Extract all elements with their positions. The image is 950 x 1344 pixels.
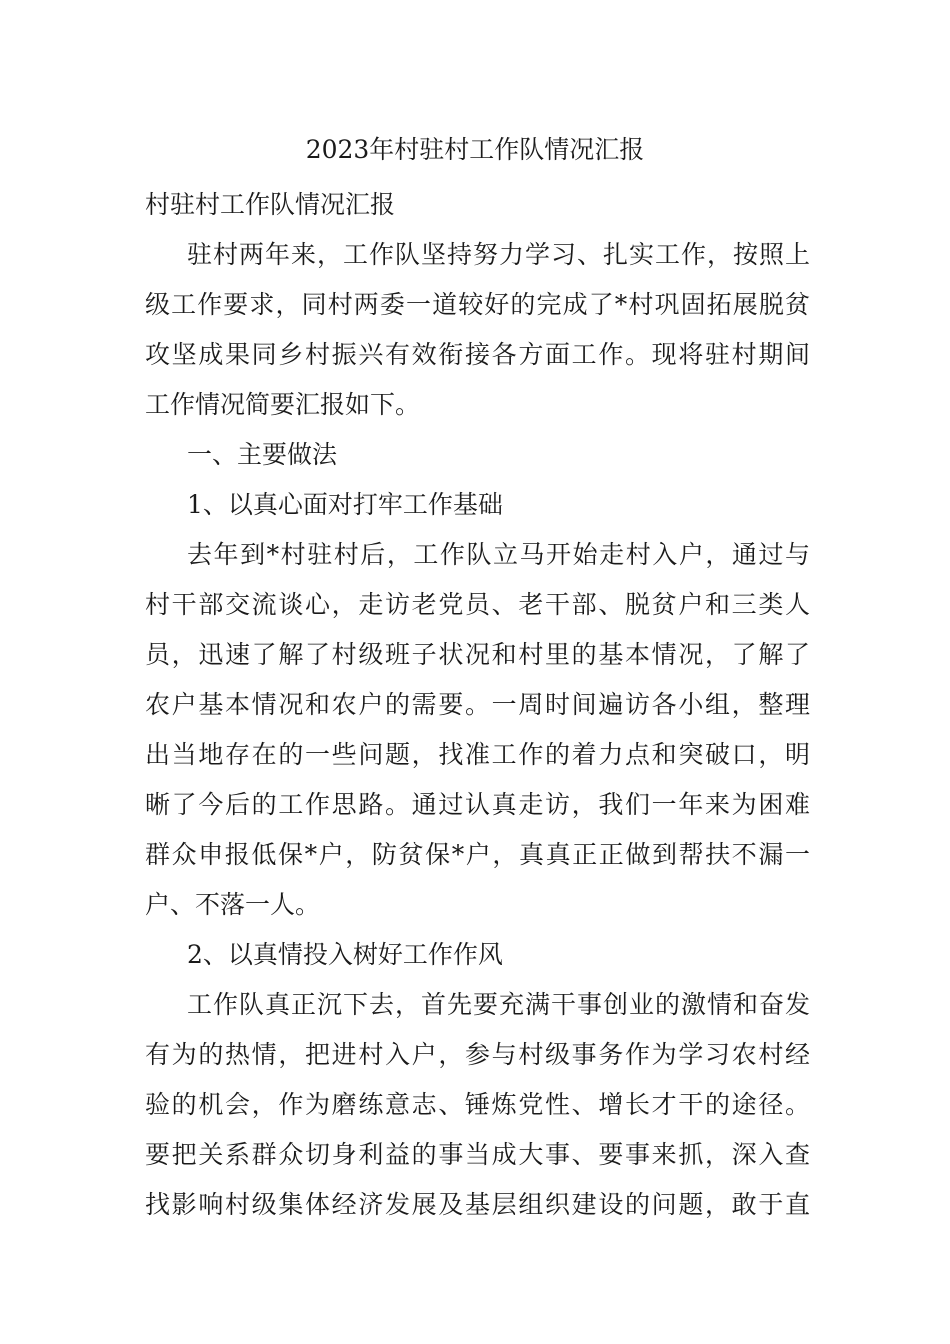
document-title: 2023年村驻村工作队情况汇报 [305, 135, 645, 164]
paragraph-line: 有为的热情，把进村入户，参与村级事务作为学习农村经 [145, 1040, 810, 1069]
paragraph-line: 攻坚成果同乡村振兴有效衔接各方面工作。现将驻村期间 [145, 340, 810, 369]
paragraph-line: 员，迅速了解了村级班子状况和村里的基本情况，了解了 [145, 640, 810, 669]
paragraph-line: 要把关系群众切身利益的事当成大事、要事来抓，深入查 [145, 1140, 810, 1169]
paragraph-line: 群众申报低保*户，防贫保*户，真真正正做到帮扶不漏一 [145, 840, 810, 869]
paragraph-work-style [145, 980, 810, 1230]
paragraph-line: 户、不落一人。 [145, 890, 321, 919]
subsection-heading-1: 1、以真心面对打牢工作基础 [187, 490, 503, 519]
paragraph-line: 工作情况简要汇报如下。 [145, 390, 421, 419]
paragraph-line: 晰了今后的工作思路。通过认真走访，我们一年来为困难 [145, 790, 810, 819]
paragraph-line: 驻村两年来，工作队坚持努力学习、扎实工作，按照上 [187, 240, 810, 269]
paragraph-line: 村干部交流谈心，走访老党员、老干部、脱贫户和三类人 [145, 590, 810, 619]
paragraph-intro [145, 230, 810, 430]
paragraph-line: 去年到*村驻村后，工作队立马开始走村入户，通过与 [187, 540, 810, 569]
paragraph-line: 验的机会，作为磨练意志、锤炼党性、增长才干的途径。 [145, 1090, 810, 1119]
paragraph-line: 级工作要求，同村两委一道较好的完成了*村巩固拓展脱贫 [145, 290, 810, 319]
document-body [145, 180, 810, 1230]
paragraph-line: 工作队真正沉下去，首先要充满干事创业的激情和奋发 [187, 990, 810, 1019]
paragraph-line: 找影响村级集体经济发展及基层组织建设的问题，敢于直 [145, 1190, 810, 1219]
paragraph-visits [145, 530, 810, 930]
section-heading-main-practices: 一、主要做法 [187, 440, 338, 469]
document-subtitle: 村驻村工作队情况汇报 [145, 190, 396, 219]
subsection-heading-2: 2、以真情投入树好工作作风 [187, 940, 503, 969]
paragraph-line: 农户基本情况和农户的需要。一周时间遍访各小组，整理 [145, 690, 810, 719]
paragraph-line: 出当地存在的一些问题，找准工作的着力点和突破口，明 [145, 740, 810, 769]
